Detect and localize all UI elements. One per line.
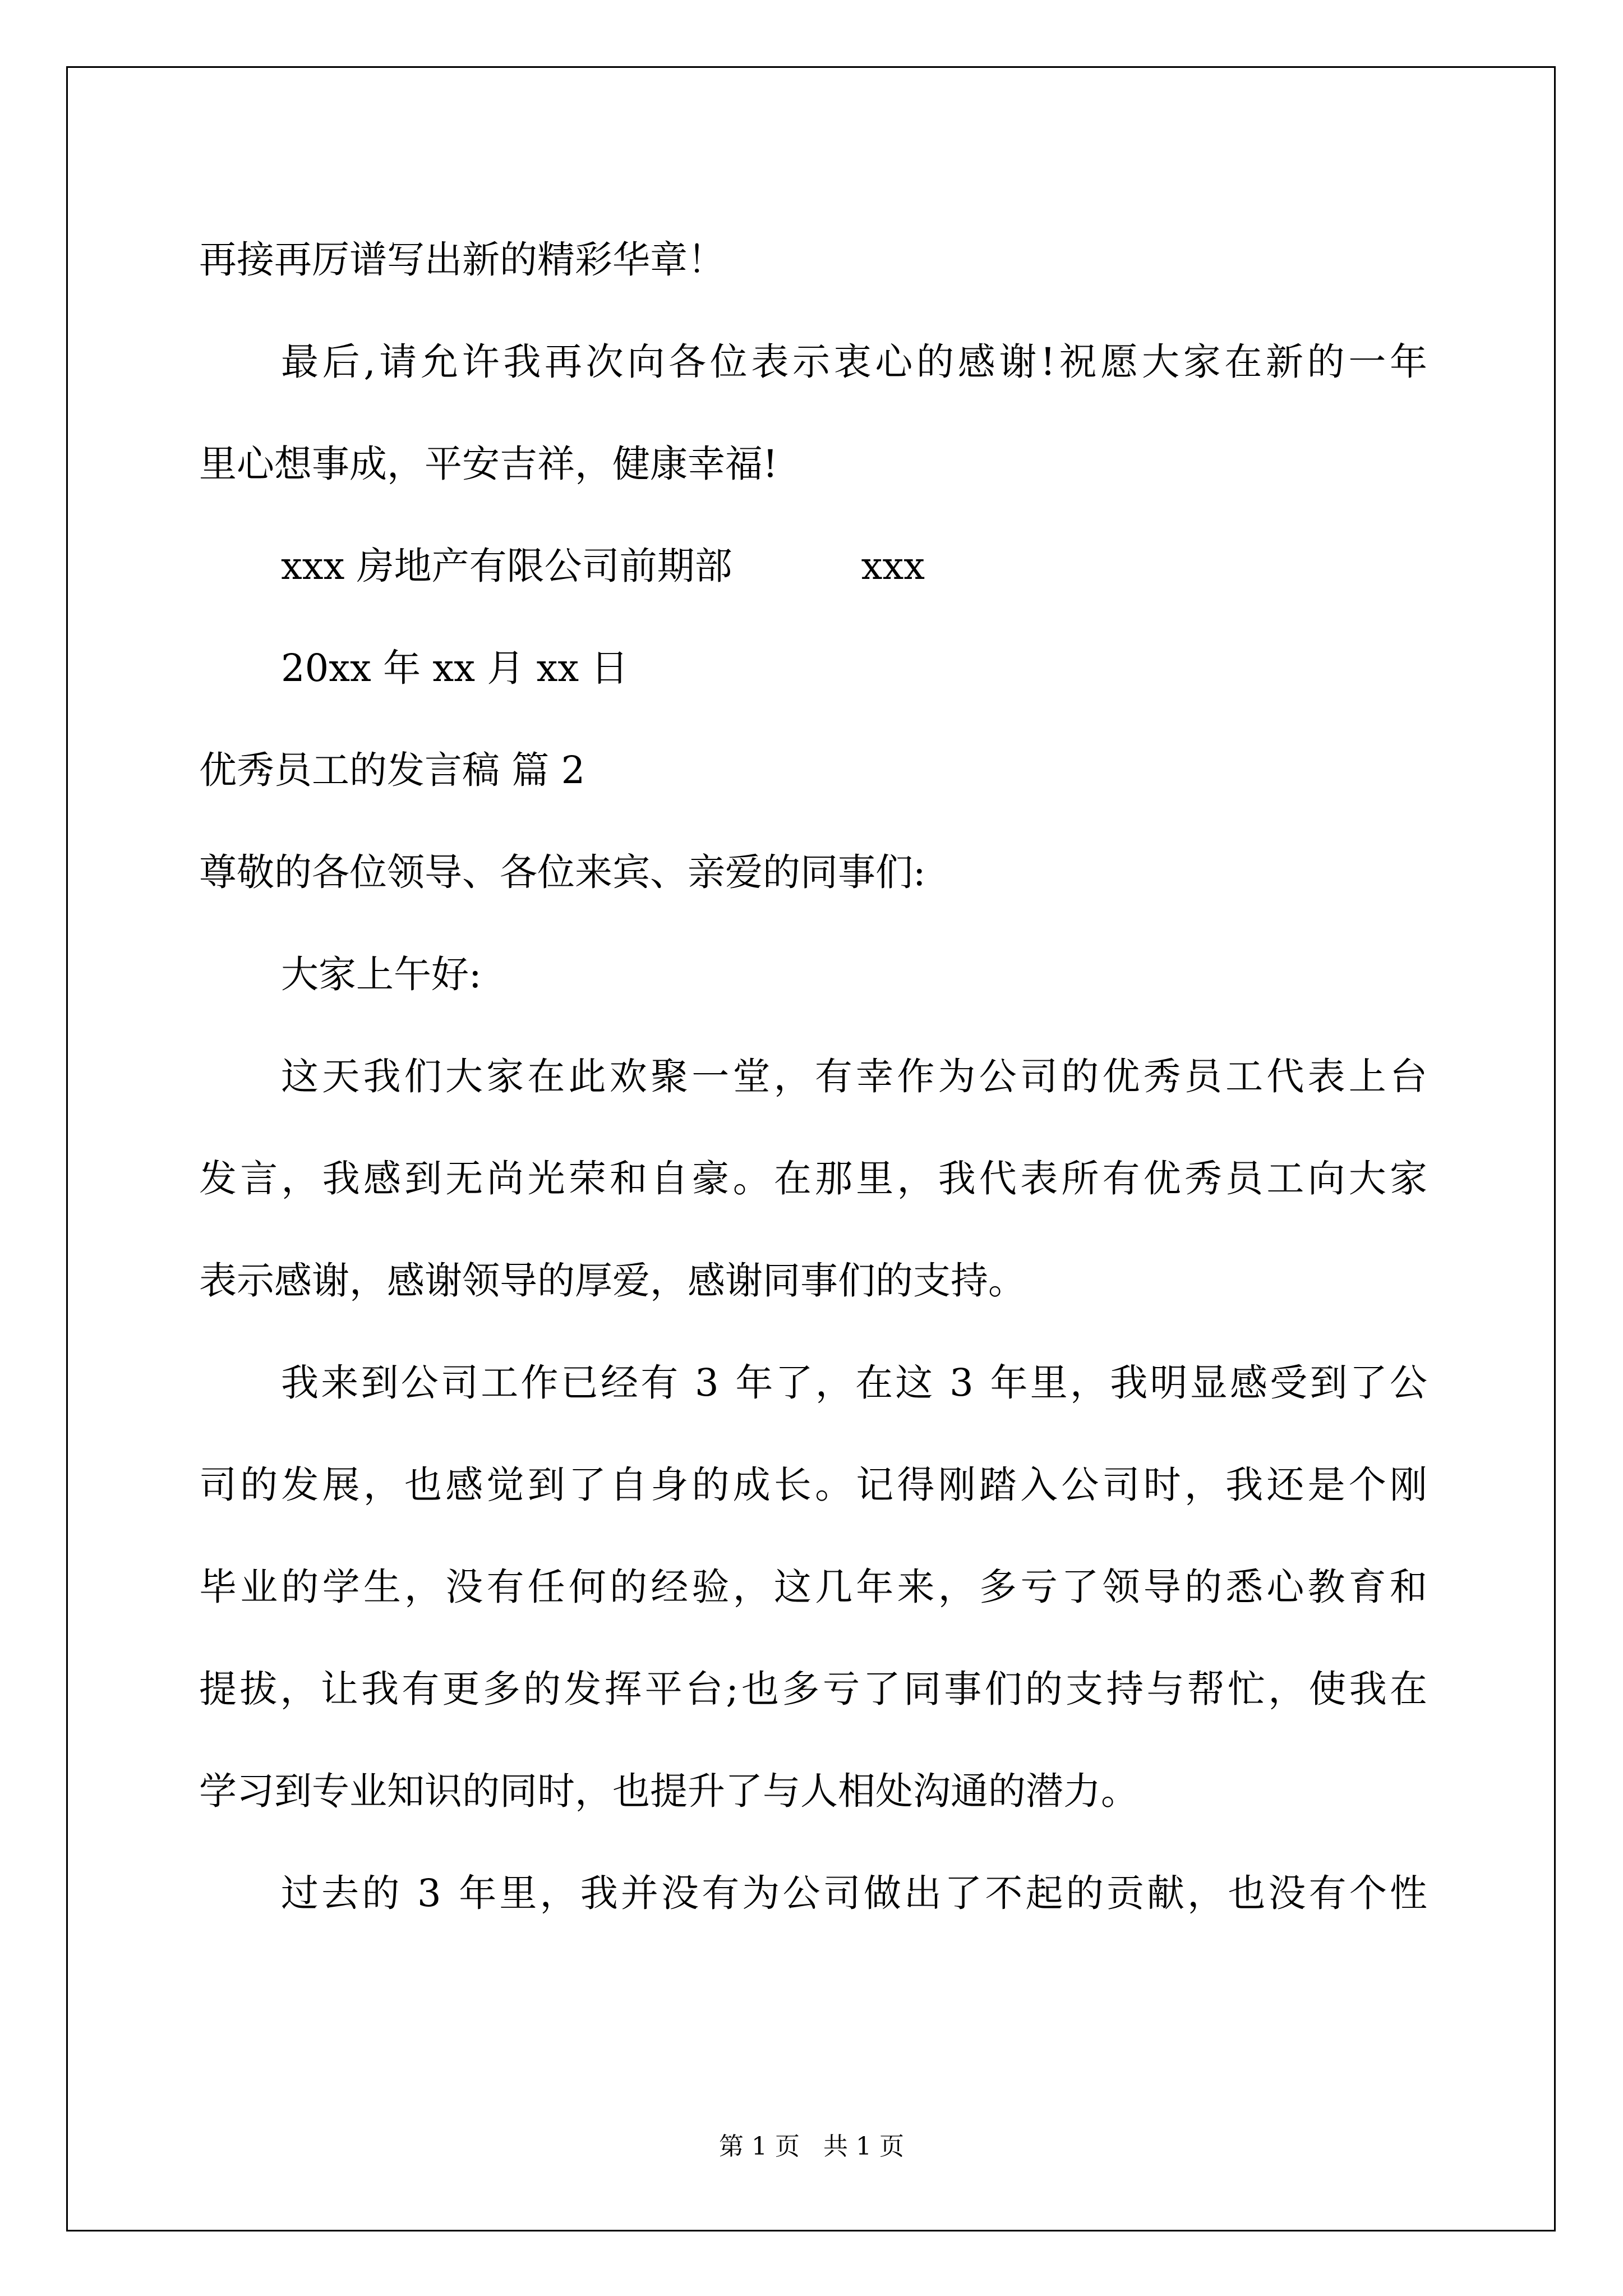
paragraph-line: 表示感谢，感谢领导的厚爱，感谢同事们的支持。 <box>199 1259 1026 1303</box>
paragraph-line <box>199 1025 1431 1128</box>
signature-company: xxx 房地产有限公司前期部 <box>281 544 732 588</box>
paragraph-line-closing: 再接再厉谱写出新的精彩华章！ <box>199 238 725 282</box>
salutation: 尊敬的各位领导、各位来宾、亲爱的同事们: <box>199 850 926 894</box>
paragraph-line <box>199 1434 1431 1536</box>
signature-name: xxx <box>861 544 925 588</box>
justified-text: 发言，我感到无尚光荣和自豪。在那里，我代表所有优秀员工向大家 <box>199 1157 1431 1200</box>
paragraph-line-wishes: 里心想事成，平安吉祥，健康幸福! <box>199 442 778 486</box>
paragraph-line <box>199 1128 1431 1230</box>
justified-text: 司的发展，也感觉到了自身的成长。记得刚踏入公司时，我还是个刚 <box>199 1463 1431 1507</box>
greeting: 大家上午好: <box>281 953 482 996</box>
signature-date: 20xx 年 xx 月 xx 日 <box>281 646 629 690</box>
paragraph-line <box>199 1536 1431 1638</box>
page-total: 共 1 页 <box>823 2132 904 2161</box>
page-number: 第 1 页 <box>719 2132 800 2161</box>
section-title: 优秀员工的发言稿 篇 2 <box>199 748 585 792</box>
page-footer <box>0 2126 1623 2162</box>
justified-text: 提拔，让我有更多的发挥平台;也多亏了同事们的支持与帮忙，使我在 <box>199 1667 1431 1711</box>
justified-text: 毕业的学生，没有任何的经验，这几年来，多亏了领导的悉心教育和 <box>199 1565 1431 1609</box>
paragraph-line <box>199 1332 1430 1434</box>
paragraph-line <box>199 1638 1431 1740</box>
paragraph-line <box>199 1842 1431 1944</box>
justified-text: 这天我们大家在此欢聚一堂，有幸作为公司的优秀员工代表上台 <box>281 1055 1431 1098</box>
paragraph-line-thanks <box>199 311 1431 413</box>
document-body <box>199 209 1431 1944</box>
justified-text: 过去的 3 年里，我并没有为公司做出了不起的贡献，也没有个性 <box>281 1871 1431 1915</box>
paragraph-line: 学习到专业知识的同时，也提升了与人相处沟通的潜力。 <box>199 1769 1138 1813</box>
justified-text: 最后,请允许我再次向各位表示衷心的感谢!祝愿大家在新的一年 <box>281 340 1431 384</box>
justified-text: 我来到公司工作已经有 3 年了，在这 3 年里，我明显感受到了公 <box>281 1361 1430 1405</box>
signature-line <box>199 515 1427 617</box>
